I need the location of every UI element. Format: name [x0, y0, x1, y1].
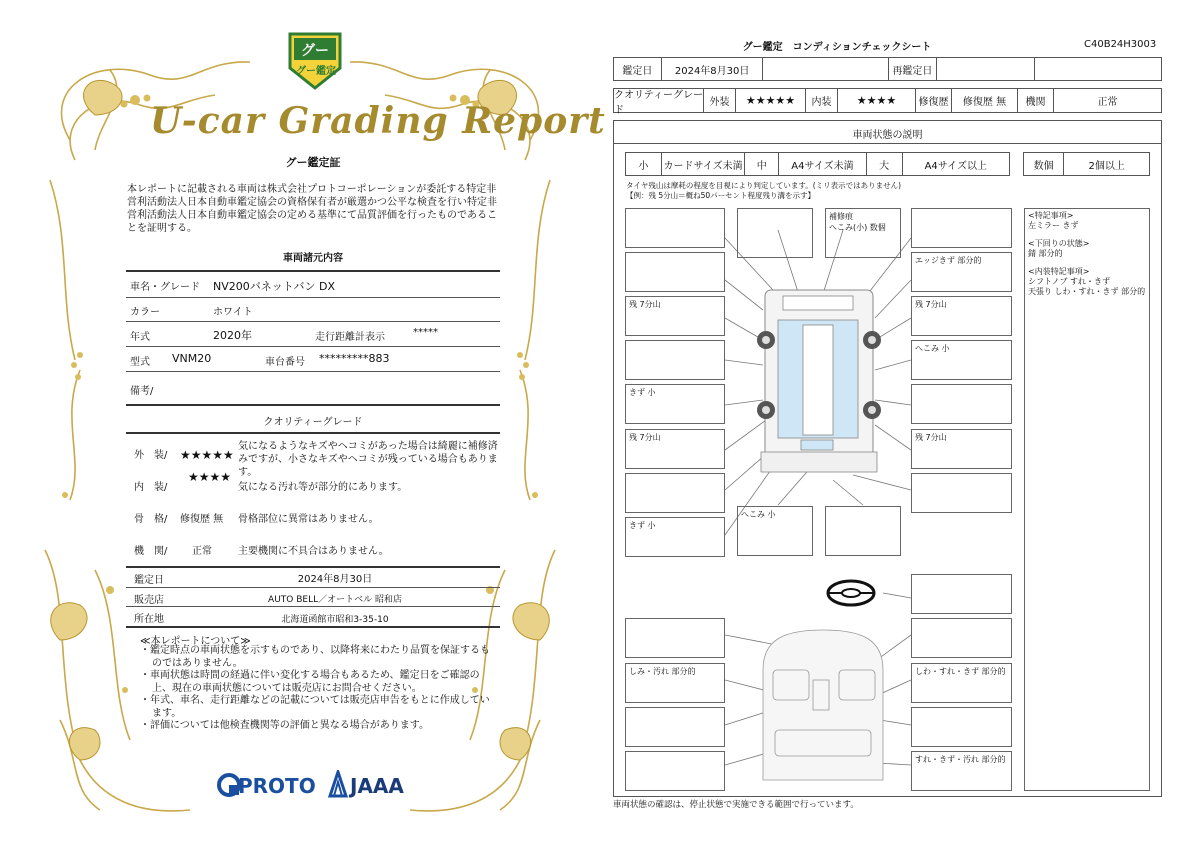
condition-box: [625, 340, 725, 380]
special-note-item: 左ミラー きず: [1028, 221, 1079, 230]
certificate-title: U-car Grading Report: [150, 100, 606, 142]
ext-stars: ★★★★★: [736, 89, 806, 112]
sheet-title: グー鑑定 コンディションチェックシート: [742, 42, 932, 53]
spec-model-value: VNM20: [172, 352, 212, 365]
condition-box-tire-fr: 残 7分山: [911, 296, 1012, 336]
date-value: 2024年8月30日: [662, 58, 764, 80]
condition-box-repair-trace: [825, 208, 901, 258]
repair-value: 修復歴 無: [952, 89, 1018, 112]
note-item: ・年式、車名、走行距離などの記載については販売店申告をもとに作成しています。: [140, 695, 490, 719]
condition-box: [911, 574, 1012, 614]
info-dealer-value: AUTO BELL／オートベル 昭和店: [268, 595, 402, 605]
engine-value: 正常: [1097, 97, 1118, 108]
spec-chassis-value: *********883: [319, 352, 390, 365]
grade-interior-stars: ★★★★: [188, 470, 232, 484]
divider: [126, 297, 500, 298]
condition-box-stain: しみ・汚れ 部分的: [625, 663, 725, 703]
empty-cell: [763, 58, 889, 80]
sheet-code: C40B24H3003: [1084, 39, 1157, 50]
condition-box: [737, 208, 813, 258]
condition-box-dent-r: へこみ 小: [911, 340, 1012, 380]
reinspect-label: 再鑑定日: [889, 58, 937, 80]
divider: [126, 371, 500, 372]
grade-interior-label: 内 装/: [134, 482, 168, 493]
empty-cell: [937, 58, 1036, 80]
divider: [126, 566, 500, 568]
specs-heading: 車両諸元内容: [283, 253, 343, 264]
legend-small-desc: カードサイズ未満: [662, 153, 746, 175]
svg-text:グー: グー: [301, 43, 329, 59]
spec-name-value: NV200バネットバン DX: [213, 280, 336, 293]
repair-label: 修復歴: [916, 89, 952, 112]
legend-mid: 中: [745, 153, 779, 175]
int-label: 内装: [806, 89, 838, 112]
certificate-intro: 本レポートに記載される車両は株式会社プロトコーポレーションが委託する特定非営利活動法人日本自動車鑑定協会の資格保有者が厳選かつ公平な検査を行い特定非営利活動法人日本自動車鑑定協会の定める基準にて品質評価を行ったものであることを証明する。: [127, 184, 497, 234]
condition-box: [625, 618, 725, 658]
notes-title: ≪本レポートについて≫: [140, 636, 251, 647]
note-item: ・評価については他検査機関等の評価と異なる場合があります。: [140, 720, 429, 731]
spacer: [1028, 231, 1146, 239]
grade-frame-value: 修復歴 無: [180, 514, 224, 525]
condition-box: [625, 252, 725, 292]
grade-frame-label: 骨 格/: [134, 514, 168, 525]
jaaa-brand-text: JAAA: [350, 774, 404, 798]
note-item: ・車両状態は時間の経過に伴い変化する場合もあるため、鑑定日をご確認の上、現在の車両状態については販売店にお問合せください。: [140, 670, 480, 694]
grade-exterior-label: 外 装/: [134, 450, 168, 461]
legend-row: [625, 152, 1010, 176]
engine-label: 機関: [1018, 89, 1054, 112]
condition-box-scratch-l2: きず 小: [625, 517, 725, 557]
legend-large: 大: [867, 153, 903, 175]
sheet-footer: 車両状態の確認は、停止状態で実施できる範囲で行っています。: [613, 800, 859, 810]
spec-color-value: ホワイト: [213, 307, 253, 318]
grade-interior-desc: 気になる汚れ等が部分的にあります。: [238, 482, 408, 493]
repair-trace-label: 補修痕: [829, 212, 853, 221]
grade-engine-desc: 主要機関に不具合はありません。: [238, 546, 389, 557]
jaaa-logo-icon: [328, 770, 348, 798]
special-note-heading: <特記事項>: [1028, 211, 1074, 220]
grade-exterior-desc: 気になるようなキズやヘコミがあった場合は綺麗に補修済みですが、小さなキズやヘコミが残っている場合もあります。: [238, 441, 498, 478]
empty-cell: [1035, 58, 1161, 80]
info-date-value: 2024年8月30日: [297, 574, 373, 585]
spec-chassis-label: 車台番号: [265, 357, 305, 368]
van-top-view-icon: [757, 290, 881, 472]
tire-note-2: 【例：残 5分山＝概ね50パーセント程度残り溝を示す】: [626, 191, 816, 200]
condition-box-tire-rl: 残 7分山: [625, 429, 725, 469]
condition-box-wrinkle: しわ・すれ・きず 部分的: [911, 663, 1012, 703]
date-row: [613, 57, 1162, 81]
certificate-heading: グー鑑定証: [285, 156, 341, 169]
condition-box: [625, 707, 725, 747]
condition-box: [825, 506, 901, 556]
divider: [126, 606, 500, 607]
spec-remarks-label: 備考/: [130, 386, 154, 397]
divider: [613, 143, 1162, 144]
spec-mileage-value: *****: [413, 327, 438, 338]
condition-box-scratch-l: きず 小: [625, 384, 725, 424]
grade-heading: クオリティーグレード: [263, 417, 363, 428]
condition-box-tire-fl: 残 7分山: [625, 296, 725, 336]
legend-count-row: [1023, 152, 1150, 176]
info-address-label: 所在地: [134, 614, 164, 625]
condition-box: [625, 751, 725, 791]
steering-wheel-icon: [828, 581, 874, 605]
condition-box: [911, 384, 1012, 424]
legend-mid-desc: A4サイズ未満: [779, 153, 867, 175]
condition-box: [911, 618, 1012, 658]
divider: [126, 321, 500, 322]
explain-heading: 車両状態の説明: [852, 130, 923, 141]
legend-count-desc: 2個以上: [1088, 160, 1125, 172]
legend-small: 小: [626, 153, 662, 175]
legend-large-desc: A4サイズ以上: [924, 160, 987, 172]
grade-label: クオリティーグレード: [614, 89, 703, 116]
spec-year-value: 2020年: [213, 329, 252, 342]
condition-box: [911, 473, 1012, 513]
date-label: 鑑定日: [614, 58, 662, 80]
notes-list: [140, 645, 492, 733]
info-date-label: 鑑定日: [134, 575, 164, 586]
condition-box-edge: エッジきず 部分的: [911, 252, 1012, 292]
info-dealer-label: 販売店: [134, 595, 164, 606]
van-interior-view-icon: [763, 630, 883, 780]
divider: [126, 432, 500, 434]
spec-model-label: 型式: [130, 357, 150, 368]
repair-trace-detail: へこみ(小) 数個: [829, 223, 886, 232]
spacer: [1028, 259, 1146, 267]
spec-year-label: 年式: [130, 332, 150, 343]
spec-mileage-label: 走行距離計表示: [315, 332, 385, 343]
condition-box: [625, 208, 725, 248]
spec-color-label: カラー: [130, 307, 160, 318]
int-stars: ★★★★: [838, 89, 916, 112]
note-item: ・鑑定時点の車両状態を示すものであり、以降将来にわたり品質を保証するものではありません。: [140, 645, 490, 669]
info-address-value: 北海道函館市昭和3-35-10: [281, 615, 389, 625]
grade-row: [613, 88, 1162, 116]
condition-box: [911, 208, 1012, 248]
special-note-item: シフトノブ すれ・きず: [1028, 277, 1111, 286]
divider: [126, 404, 500, 406]
special-note-item: 天張り しわ・すれ・きず 部分的: [1028, 287, 1146, 296]
divider: [126, 346, 500, 347]
grade-exterior-stars: ★★★★★: [180, 448, 234, 462]
condition-box-tire-rr: 残 7分山: [911, 429, 1012, 469]
goo-kantei-badge-icon: [284, 30, 346, 92]
grade-engine-value: 正常: [192, 546, 212, 557]
special-note-item: 錆 部分的: [1028, 249, 1063, 258]
divider: [126, 626, 500, 628]
special-note-heading: <内装特記事項>: [1028, 267, 1090, 276]
divider: [126, 270, 500, 272]
grade-engine-label: 機 関/: [134, 546, 168, 557]
legend-count: 数個: [1024, 153, 1064, 175]
divider: [126, 587, 500, 588]
grade-frame-desc: 骨格部位に異常はありません。: [238, 514, 379, 525]
condition-box: [911, 707, 1012, 747]
proto-brand-text: PROTO: [238, 774, 316, 798]
tire-note-1: タイヤ残山は摩耗の程度を目視により判定しています。(ミリ表示ではありません): [626, 181, 902, 190]
special-notes-panel: [1024, 208, 1150, 791]
condition-box-rub: すれ・きず・汚れ 部分的: [911, 751, 1012, 791]
spec-name-label: 車名・グレード: [130, 282, 200, 293]
ext-label: 外装: [704, 89, 736, 112]
condition-box: [625, 473, 725, 513]
condition-box-dent-rear: へこみ 小: [737, 506, 813, 556]
special-note-heading: <下回りの状態>: [1028, 239, 1090, 248]
badge-label: グー鑑定: [296, 66, 336, 77]
